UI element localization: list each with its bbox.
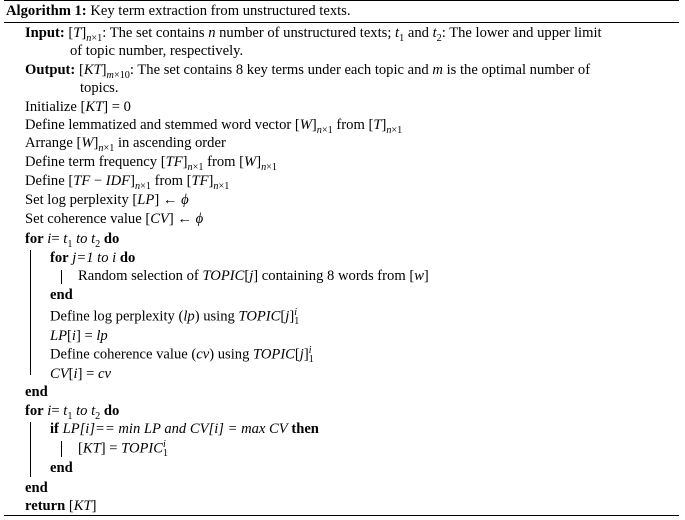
step-term-frequency: Define term frequency $[TF]_{n\times 1}$ from $[W]_{n\times 1}$ [25,154,278,173]
input-text-1: $[T]_{n\times 1}$: The set contains n number of unstructured texts; $t_1$ and $t_2$: The lower and upper limit [68,25,602,44]
algorithm-label: Algorithm 1: [6,3,87,19]
algorithm-caption [6,3,351,20]
loop1-define-cv: Define coherence value (cv) using TOPIC[j] i 1 [50,345,314,365]
output-text-1: $[KT]_{m\times 10}$: The set contains 8 key terms under each topic and m is the optimal number of [78,62,591,81]
output-line-2: topics. [80,80,119,96]
algorithm-box [4,0,679,516]
input-label: Input: [25,25,65,41]
loop1-end: end [25,384,48,400]
step-initialize: Initialize [KT] = 0 [25,99,131,115]
then-keyword: then [291,421,319,437]
bottom-rule [4,515,679,516]
inner-do-keyword: do [119,250,136,266]
inner-body: Random selection of TOPIC[j] containing 8 words from [w] [78,268,429,284]
return-value: [KT] [68,498,97,514]
loop1-do-keyword: do [103,231,120,247]
loop1-header: for $i= t_1$ to $t_2$ do [25,231,120,250]
top-rule [4,0,679,1]
inner-range: j=1 to i [72,250,117,266]
loop2-header: for $i= t_1$ to $t_2$ do [25,403,120,422]
loop1-range: i [47,231,52,247]
algorithm-title: Key term extraction from unstructured texts. [90,3,351,19]
loop2-range: i [47,403,52,419]
if-header [50,421,319,438]
inner-loop-header [50,250,135,267]
step-arrange: Arrange $[W]_{n\times 1}$ in ascending order [25,135,226,154]
return-line [25,498,97,515]
loop1-assign-cv: CV[i] = cv [50,366,111,382]
input-line-1 [25,25,602,42]
if-keyword: if [50,421,59,437]
return-keyword: return [25,498,66,514]
step-log-perplexity: Set log perplexity [LP] ← ϕ [25,192,189,208]
output-label: Output: [25,62,76,78]
loop2-end: end [25,480,48,496]
loop2-indent-bar [30,422,31,477]
if-end: end [50,460,73,476]
loop2-for-keyword: for [25,403,44,419]
output-line-1 [25,62,590,79]
inner-for-keyword: for [50,250,69,266]
if-indent-bar [61,441,62,457]
loop2-do-keyword: do [103,403,120,419]
input-line-2: of topic number, respectively. [70,43,244,59]
step-tf-idf: Define $[TF - IDF]_{n\times 1}$ from $[TF]_{n\times 1}$ [25,173,230,192]
if-condition: LP[i]== min LP and CV[i] = max CV [62,421,288,437]
loop1-define-lp: Define log perplexity (lp) using TOPIC[j] i 1 [50,307,300,327]
loop1-indent-bar [30,250,31,375]
inner-indent-bar [61,270,62,284]
inner-end: end [50,287,73,303]
step-coherence: Set coherence value [CV] ← ϕ [25,211,204,227]
if-body: [KT] = TOPIC i 1 [78,439,169,459]
step-define-word-vector: Define lemmatized and stemmed word vector $[W]_{n\times 1}$ from $[T]_{n\times 1}$ [25,117,403,136]
caption-rule [4,22,679,23]
loop1-assign-lp: LP[i] = lp [50,328,108,344]
loop1-for-keyword: for [25,231,44,247]
